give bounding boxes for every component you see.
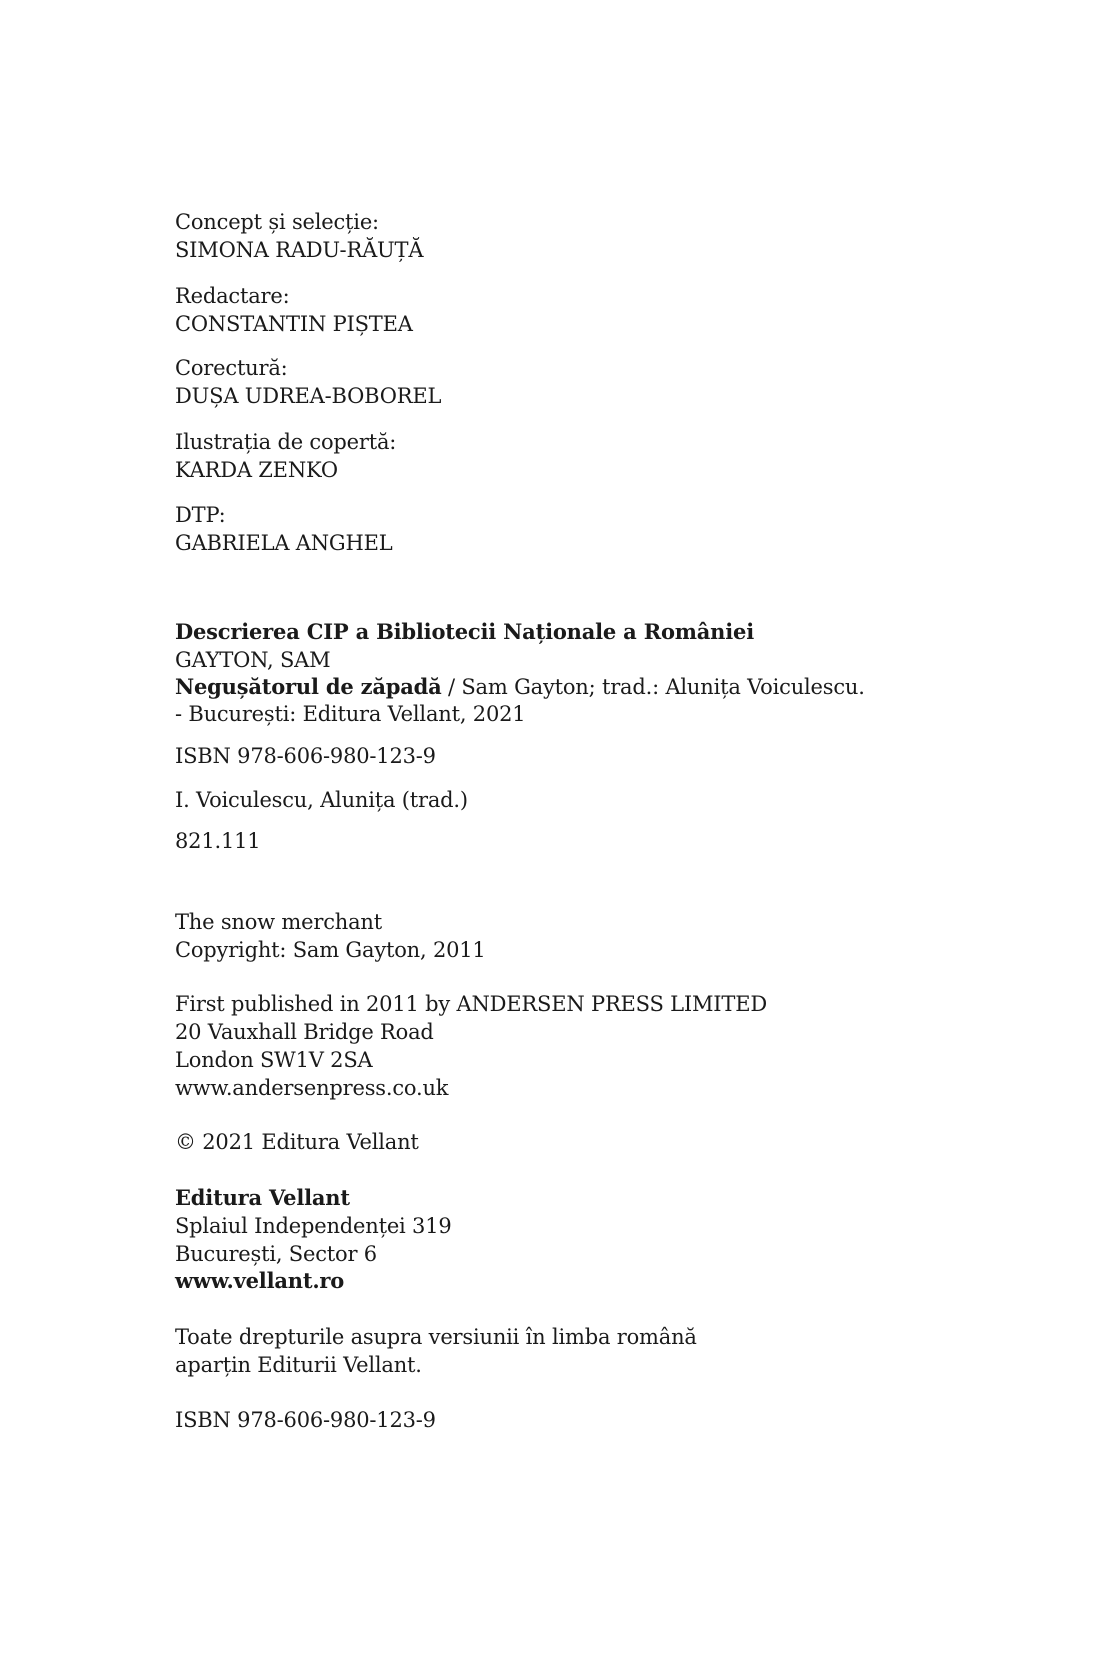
andersen-website: www.andersenpress.co.uk	[175, 1076, 449, 1100]
credit-name-cover: KARDA ZENKO	[175, 458, 338, 482]
publisher-name: Editura Vellant	[175, 1185, 350, 1210]
rights-line-2: aparțin Editurii Vellant.	[175, 1353, 422, 1377]
publisher-address-2: București, Sector 6	[175, 1242, 377, 1266]
cip-title-rest: / Sam Gayton; trad.: Alunița Voiculescu.	[441, 675, 865, 699]
credit-name-dtp: GABRIELA ANGHEL	[175, 531, 393, 555]
credit-role-proofreading: Corectură:	[175, 356, 288, 380]
original-title: The snow merchant	[175, 910, 382, 934]
copyright-ro: © 2021 Editura Vellant	[175, 1130, 419, 1154]
first-published-line: First published in 2011 by ANDERSEN PRESS LIMITED	[175, 992, 767, 1016]
credit-name-proofreading: DUȘA UDREA-BOBOREL	[175, 384, 442, 408]
isbn-bottom: ISBN 978-606-980-123-9	[175, 1408, 436, 1432]
original-copyright: Copyright: Sam Gayton, 2011	[175, 938, 486, 962]
credit-name-editing: CONSTANTIN PIȘTEA	[175, 312, 413, 336]
credit-name-concept: SIMONA RADU-RĂUȚĂ	[175, 238, 424, 262]
publisher-website: www.vellant.ro	[175, 1268, 345, 1293]
publisher-address-city: London SW1V 2SA	[175, 1048, 373, 1072]
publisher-address-street: 20 Vauxhall Bridge Road	[175, 1020, 434, 1044]
cip-classification: 821.111	[175, 829, 261, 853]
cip-translator: I. Voiculescu, Alunița (trad.)	[175, 788, 468, 812]
credit-role-dtp: DTP:	[175, 503, 226, 527]
cip-isbn: ISBN 978-606-980-123-9	[175, 744, 436, 768]
rights-line-1: Toate drepturile asupra versiunii în limba română	[175, 1325, 697, 1349]
credit-role-editing: Redactare:	[175, 284, 290, 308]
cip-author: GAYTON, SAM	[175, 648, 331, 672]
cip-title: Negușătorul de zăpadă	[175, 674, 442, 699]
credit-role-concept: Concept și selecție:	[175, 210, 379, 234]
cip-heading: Descrierea CIP a Bibliotecii Naționale a României	[175, 619, 754, 644]
cip-imprint: - București: Editura Vellant, 2021	[175, 702, 526, 726]
credit-role-cover: Ilustrația de copertă:	[175, 430, 397, 454]
cip-title-line	[175, 673, 865, 701]
publisher-address-1: Splaiul Independenței 319	[175, 1214, 452, 1238]
